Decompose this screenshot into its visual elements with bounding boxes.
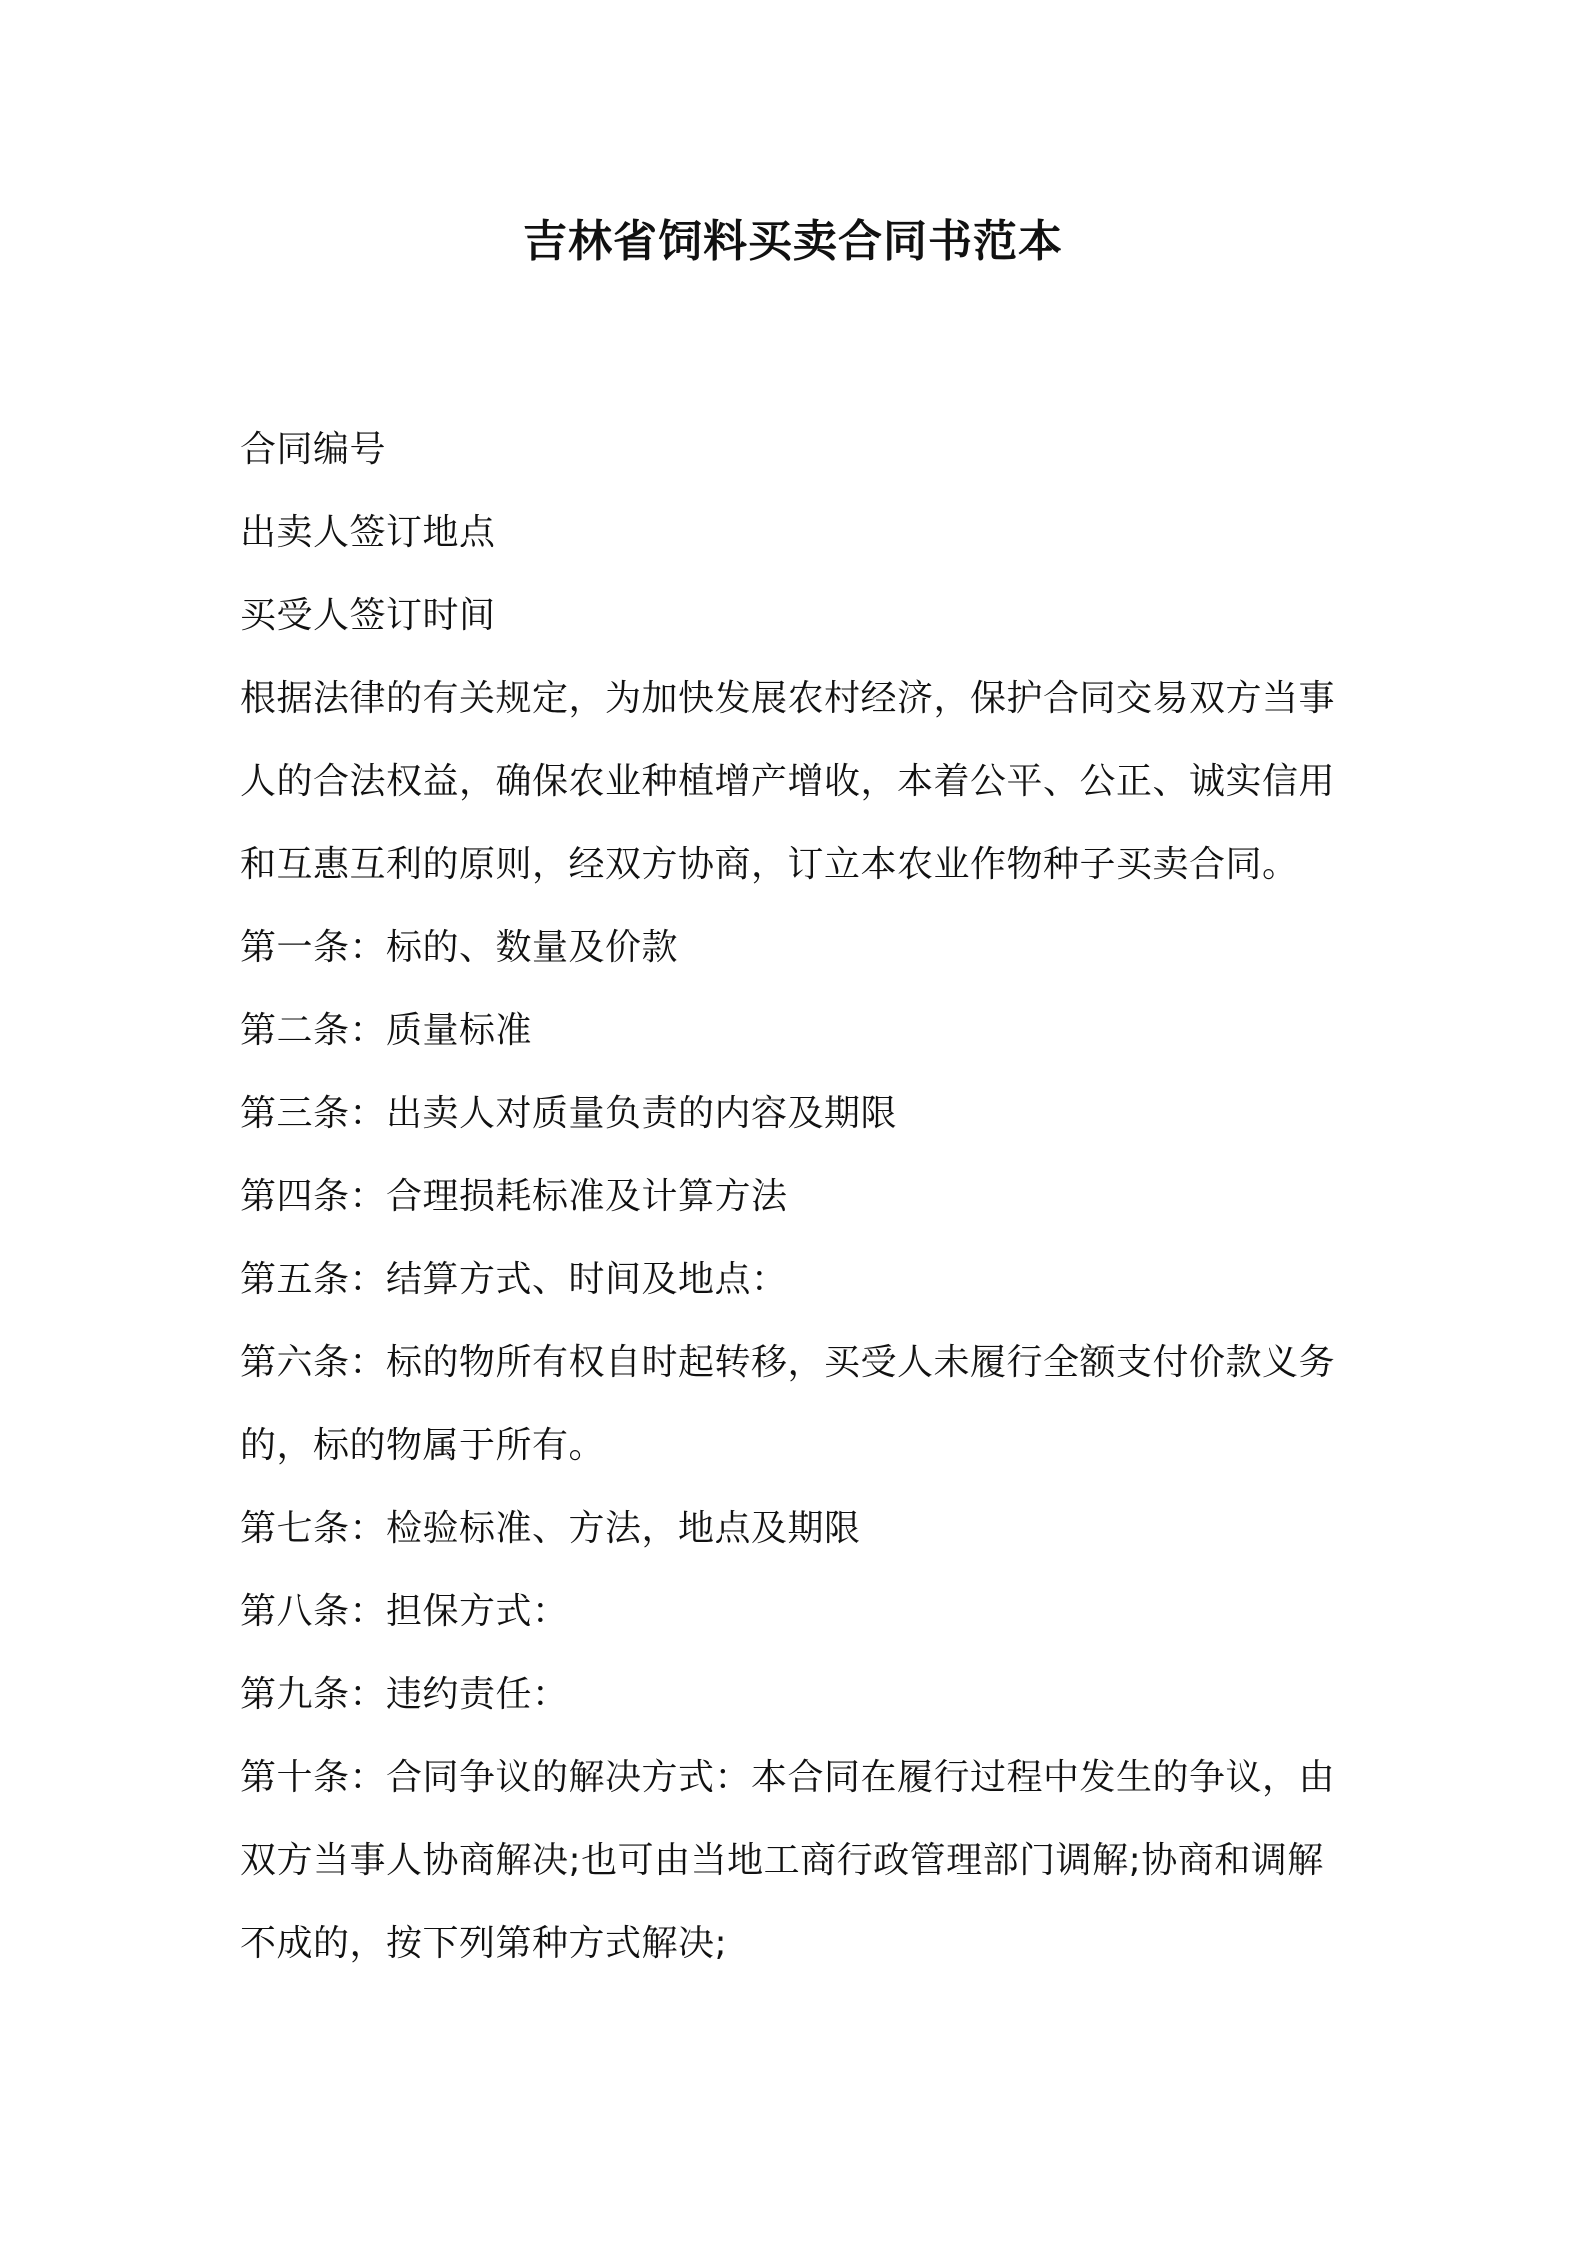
article-8: 第八条：担保方式： bbox=[240, 1591, 569, 1632]
article-9: 第九条：违约责任： bbox=[240, 1674, 569, 1715]
seller-signing-place-line: 出卖人签订地点 bbox=[240, 512, 496, 553]
article-2: 第二条：质量标准 bbox=[240, 1010, 533, 1051]
buyer-signing-time-line: 买受人签订时间 bbox=[240, 595, 496, 636]
article-6: 第六条：标的物所有权自时起转移，买受人未履行全额支付价款义务的，标的物属于所有。 bbox=[240, 1342, 1336, 1466]
preamble-paragraph: 根据法律的有关规定，为加快发展农村经济，保护合同交易双方当事人的合法权益，确保农业种植增产增收，本着公平、公正、诚实信用和互惠互利的原则，经双方协商，订立本农业作物种子买卖合同。 bbox=[240, 678, 1336, 885]
article-7: 第七条：检验标准、方法，地点及期限 bbox=[240, 1508, 861, 1549]
article-1: 第一条：标的、数量及价款 bbox=[240, 927, 679, 968]
document-title: 吉林省饲料买卖合同书范本 bbox=[523, 216, 1063, 267]
article-3: 第三条：出卖人对质量负责的内容及期限 bbox=[240, 1093, 898, 1134]
article-5: 第五条：结算方式、时间及地点： bbox=[240, 1259, 788, 1300]
document-body bbox=[240, 408, 1350, 1985]
article-4: 第四条：合理损耗标准及计算方法 bbox=[240, 1176, 788, 1217]
contract-number-line: 合同编号 bbox=[240, 429, 387, 470]
article-10: 第十条：合同争议的解决方式：本合同在履行过程中发生的争议，由双方当事人协商解决;也可由当地工商行政管理部门调解;协商和调解不成的，按下列第种方式解决; bbox=[240, 1757, 1336, 1964]
